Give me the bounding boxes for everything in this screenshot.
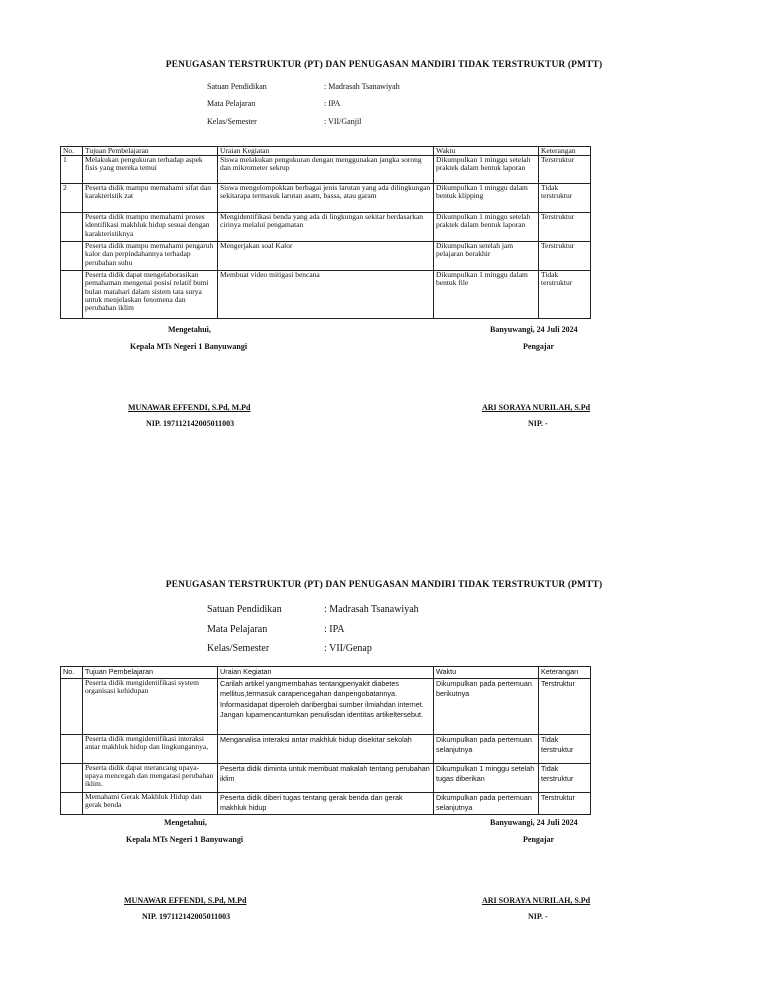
signature-left-name: MUNAWAR EFFENDI, S.Pd, M.Pd [124,896,247,905]
signature-right-nip: NIP. - [528,912,548,921]
signature-right-nip: NIP. - [528,419,548,428]
table-row [61,734,591,763]
signature-known-label: Mengetahui, [164,818,207,827]
cell-keterangan: Tidak terstruktur [539,763,591,792]
cell-tujuan: Peserta didik mengidentifikasi system organisasi kehidupan [83,678,218,734]
cell-tujuan: Melakukan pengukuran terhadap aspek fisis yang mereka temui [83,156,218,184]
meta-label-kelas: Kelas/Semester [207,643,270,654]
doc-title: PENUGASAN TERSTRUKTUR (PT) DAN PENUGASAN MANDIRI TIDAK TERSTRUKTUR (PMTT) [165,580,603,590]
cell-waktu: Dikumpulkan pada pertemuan selanjutnya [434,792,539,814]
assignment-table [60,146,591,319]
table-row [61,763,591,792]
signature-date: Banyuwangi, 24 Juli 2024 [490,325,578,334]
cell-no: 1 [61,156,83,184]
cell-no [61,271,83,319]
header-uraian: Uraian Kegiatan [218,147,434,156]
meta-label-mapel: Mata Pelajaran [207,99,256,108]
doc-title: PENUGASAN TERSTRUKTUR (PT) DAN PENUGASAN MANDIRI TIDAK TERSTRUKTUR (PMTT) [165,60,603,70]
signature-known-label: Mengetahui, [168,325,211,334]
cell-waktu: Dikumpulkan 1 minggu setelah praktek dalam bentuk laporan [434,213,539,242]
cell-keterangan: Terstruktur [539,156,591,184]
cell-tujuan: Peserta didik dapat merancang upaya-upaya mencegah dan mengatasi perubahan iklim. [83,763,218,792]
assignment-table [60,666,591,815]
cell-uraian: Mengidentifikasi benda yang ada di lingkungan sekitar berdasarkan cirinya melalui pengamatan [218,213,434,242]
cell-uraian: Peserta didik diminta untuk membuat makalah tentang perubahan iklim [218,763,434,792]
table-row [61,271,591,319]
cell-waktu: Dikumpulkan 1 minggu setelah praktek dalam bentuk laporan [434,156,539,184]
signature-right-position: Pengajar [523,835,555,844]
table-row [61,792,591,814]
meta-value-satuan: : Madrasah Tsanawiyah [324,604,419,615]
cell-no [61,792,83,814]
table-header-row [61,667,591,679]
cell-uraian: Siswa mengelompokkan berbagai jenis larutan yang ada dilingkungan sekitarapa termasuk larutan asam, bassa, atau garam [218,184,434,213]
cell-tujuan: Peserta didik dapat mengelaborasikan pemahaman mengenai posisi relatif bumi bulan matahari dalam sistem tata surya untuk menjelaskan fenomena dan perubahan iklim [83,271,218,319]
cell-keterangan: Tidak terstruktur [539,734,591,763]
meta-label-mapel: Mata Pelajaran [207,624,268,635]
signature-right-name: ARI SORAYA NURILAH, S.Pd [482,896,591,905]
cell-no [61,734,83,763]
cell-no [61,678,83,734]
table-row [61,678,591,734]
signature-left-nip: NIP. 197112142005011003 [146,419,235,428]
signature-date: Banyuwangi, 24 Juli 2024 [490,818,578,827]
cell-waktu: Dikumpulkan pada pertemuan berikutnya [434,678,539,734]
meta-label-satuan: Satuan Pendidikan [207,604,282,615]
cell-keterangan: Tidak terstruktur [539,271,591,319]
cell-keterangan: Terstruktur [539,792,591,814]
table-row [61,213,591,242]
cell-waktu: Dikumpulkan setelah jam pelajaran berakhir [434,242,539,271]
table-header-row [61,147,591,156]
meta-value-satuan: : Madrasah Tsanawiyah [324,82,400,91]
cell-tujuan: Peserta didik mampu memahami proses identifikasi makhluk hidup sesuai dengan karakteristiknya [83,213,218,242]
cell-uraian: Peserta didik diberi tugas tentang gerak benda dan gerak makhluk hidup [218,792,434,814]
cell-no [61,242,83,271]
header-keterangan: Keterangan [539,667,591,679]
cell-waktu: Dikumpulkan 1 minggu setelah tugas diberikan [434,763,539,792]
signature-left-name: MUNAWAR EFFENDI, S.Pd, M.Pd [128,403,251,412]
meta-label-satuan: Satuan Pendidikan [207,82,267,91]
header-no: No. [61,667,83,679]
cell-keterangan: Tidak terstruktur [539,184,591,213]
cell-waktu: Dikumpulkan 1 minggu dalam bentuk file [434,271,539,319]
header-waktu: Waktu [434,147,539,156]
cell-waktu: Dikumpulkan pada pertemuan selanjutnya [434,734,539,763]
meta-value-mapel: : IPA [324,99,341,108]
signature-right-name: ARI SORAYA NURILAH, S.Pd [482,403,591,412]
cell-no [61,763,83,792]
header-tujuan: Tujuan Pembelajaran [83,147,218,156]
header-waktu: Waktu [434,667,539,679]
signature-left-position: Kepala MTs Negeri 1 Banyuwangi [130,342,248,351]
signature-left-nip: NIP. 197112142005011003 [142,912,231,921]
meta-value-kelas: : VII/Genap [324,643,372,654]
cell-uraian: Carilah artikel yangmembahas tentangpenyakit diabetes mellitus,termasuk carapencegahan danpengobatannya. Informasidapat diperoleh daribergbai sumber ilmiahdan internet. Jangan lupamencantumkan penulisdan identitas artikeltersebut. [218,678,434,734]
cell-tujuan: Memahami Gerak Makhluk Hidup dan gerak benda [83,792,218,814]
cell-uraian: Mengerjakan soal Kalor [218,242,434,271]
meta-label-kelas: Kelas/Semester [207,117,257,126]
cell-no [61,213,83,242]
cell-uraian: Membuat video mitigasi bencana [218,271,434,319]
cell-no: 2 [61,184,83,213]
signature-right-position: Pengajar [523,342,555,351]
cell-tujuan: Peserta didik mampu memahami pengaruh kalor dan perpindahannya terhadap perubahan suhu [83,242,218,271]
cell-tujuan: Peserta didik mengidentifikasi interaksi antar makhluk hidup dan lingkungannya, [83,734,218,763]
table-row [61,242,591,271]
table-row [61,156,591,184]
header-keterangan: Keterangan [539,147,591,156]
header-tujuan: Tujuan Pembelajaran [83,667,218,679]
signature-left-position: Kepala MTs Negeri 1 Banyuwangi [126,835,244,844]
meta-value-mapel: : IPA [324,624,345,635]
cell-keterangan: Terstruktur [539,678,591,734]
cell-keterangan: Terstruktur [539,242,591,271]
header-no: No. [61,147,83,156]
cell-uraian: Siswa melakukan pengukuran dengan menggunakan jangka sorong dan mikrometer sekrup [218,156,434,184]
header-uraian: Uraian Kegiatan [218,667,434,679]
cell-waktu: Dikumpulkan 1 minggu dalam bentuk klipping [434,184,539,213]
cell-uraian: Menganalisa interaksi antar makhluk hidup disekitar sekolah [218,734,434,763]
cell-keterangan: Terstruktur [539,213,591,242]
table-row [61,184,591,213]
cell-tujuan: Peserta didik mampu memahami sifat dan karakteristik zat [83,184,218,213]
meta-value-kelas: : VII/Ganjil [324,117,362,126]
